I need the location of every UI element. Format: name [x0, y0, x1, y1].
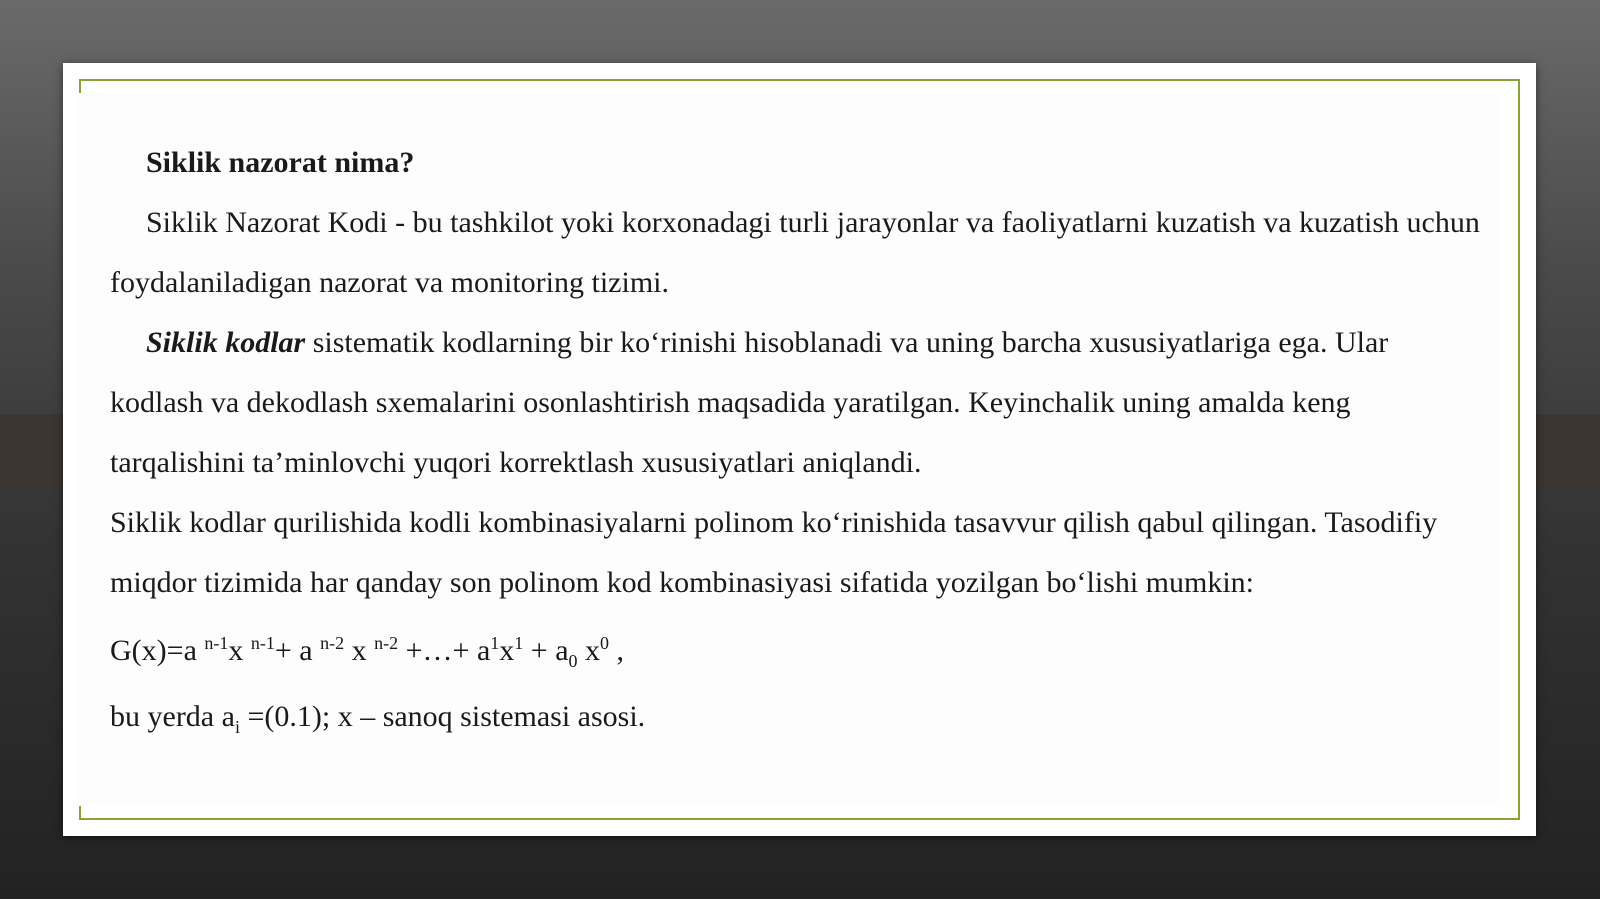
- paragraph-polynomial: Siklik kodlar qurilishida kodli kombinasiyalarni polinom ko‘rinishida tasavvur qilish qabul qilingan. Tasodifiy miqdor tizimida har qanday son polinom kod kombinasiyasi sifatida yozilgan bo‘lishi mumkin:: [110, 506, 1438, 599]
- slide-heading: Siklik nazorat nima?: [146, 146, 415, 179]
- slide-text: [110, 133, 1480, 747]
- explanation-part: bu yerda a: [110, 700, 235, 733]
- paragraph-cyclic-codes-text: sistematik kodlarning bir ko‘rinishi hisoblanadi va uning barcha xususiyatlariga ega. Ular kodlash va dekodlash sxemalarini osonlashtirish maqsadida yaratilgan. Keyinchalik uning amalda keng tarqalishini ta’minlovchi yuqori korrektlash xususiyatlari aniqlandi.: [110, 326, 1389, 479]
- slide: [63, 63, 1536, 836]
- formula-part: x: [344, 634, 375, 667]
- formula-part: + a: [523, 634, 569, 667]
- paragraph-cyclic-codes: [110, 313, 1480, 493]
- formula-part: x: [577, 634, 601, 667]
- formula-superscript: n-2: [374, 633, 399, 653]
- formula-part: x: [499, 634, 515, 667]
- formula-superscript: n-2: [320, 633, 345, 653]
- formula-part: ,: [609, 634, 625, 667]
- explanation-part: =(0.1); x – sanoq sistemasi asosi.: [239, 700, 646, 733]
- formula-superscript: 1: [490, 633, 500, 653]
- formula-superscript: 1: [514, 633, 524, 653]
- term-cyclic-codes: Siklik kodlar: [146, 326, 306, 359]
- formula-part: G(x)=a: [110, 634, 205, 667]
- formula-superscript: 0: [600, 633, 610, 653]
- formula-superscript: n-1: [204, 633, 229, 653]
- formula-part: + a: [274, 634, 321, 667]
- paragraph-definition: Siklik Nazorat Kodi - bu tashkilot yoki korxonadagi turli jarayonlar va faoliyatlarni kuzatish va kuzatish uchun foydalaniladigan nazorat va monitoring tizimi.: [110, 206, 1480, 299]
- polynomial-formula: [110, 621, 1480, 681]
- formula-superscript: n-1: [250, 633, 275, 653]
- formula-explanation: [110, 687, 1480, 747]
- explanation-subscript: i: [234, 717, 240, 737]
- formula-part: x: [228, 634, 251, 667]
- formula-part: +…+ a: [398, 634, 491, 667]
- formula-subscript: 0: [568, 651, 578, 671]
